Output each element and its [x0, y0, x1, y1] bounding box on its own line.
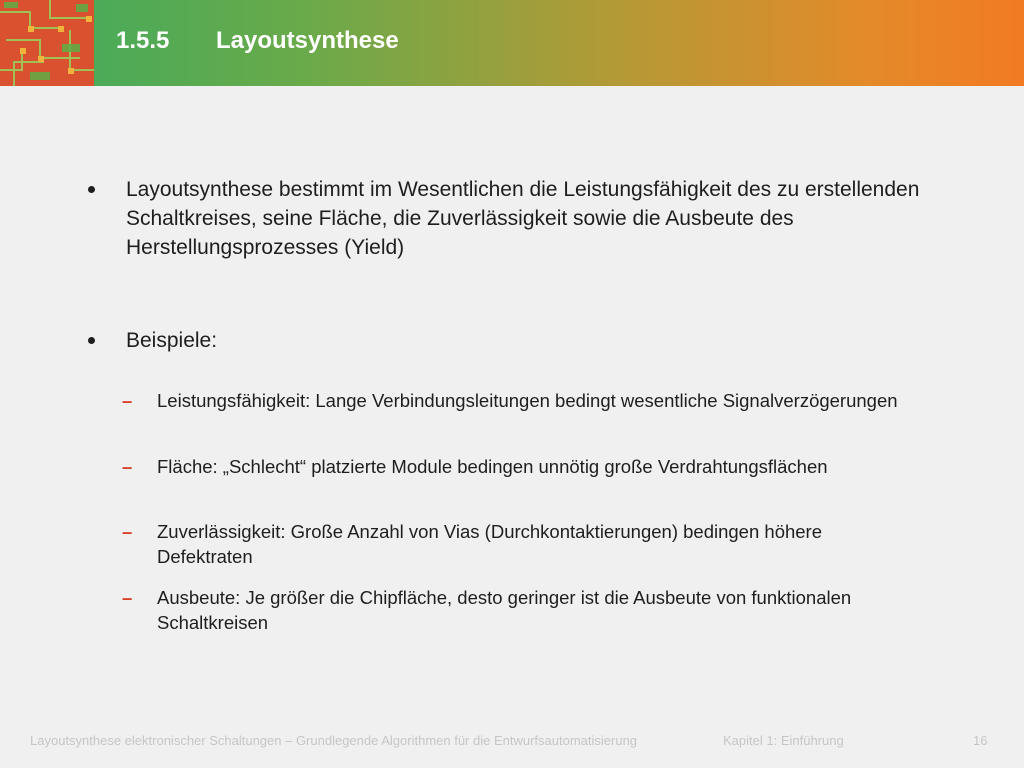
- dash-icon: –: [122, 456, 133, 477]
- sub-bullet-item: [122, 519, 922, 569]
- footer-page-number: 16: [973, 733, 988, 748]
- bullet-text: Layoutsynthese bestimmt im Wesentlichen die Leistungsfähigkeit des zu erstellenden Schaltkreises, seine Fläche, die Zuverlässigkeit sowie die Ausbeute des Herstellungsprozesses (Yield): [126, 178, 920, 259]
- sub-bullet-text: Fläche: „Schlecht“ platzierte Module bedingen unnötig große Verdrahtungsflächen: [157, 456, 828, 477]
- sub-bullet-item: [122, 585, 922, 635]
- section-number: 1.5.5: [116, 27, 170, 54]
- dash-icon: –: [122, 587, 133, 608]
- dash-icon: –: [122, 390, 133, 411]
- section-title: Layoutsynthese: [216, 27, 399, 54]
- sub-bullet-item: [122, 388, 922, 413]
- bullet-dot-icon: [88, 186, 95, 193]
- bullet-item: [88, 326, 948, 355]
- footer-chapter: Kapitel 1: Einführung: [723, 733, 844, 748]
- sub-bullet-text: Zuverlässigkeit: Große Anzahl von Vias (Durchkontaktierungen) bedingen höhere Defektraten: [157, 521, 823, 567]
- dash-icon: –: [122, 521, 133, 542]
- sub-bullet-text: Ausbeute: Je größer die Chipfläche, desto geringer ist die Ausbeute von funktionalen Schaltkreisen: [157, 587, 852, 633]
- footer-course-title: Layoutsynthese elektronischer Schaltungen – Grundlegende Algorithmen für die Entwurfsautomatisierung: [30, 733, 638, 748]
- bullet-dot-icon: [88, 337, 95, 344]
- bullet-item: [88, 175, 948, 262]
- sub-bullet-item: [122, 454, 922, 479]
- sub-bullet-text: Leistungsfähigkeit: Lange Verbindungsleitungen bedingt wesentliche Signalverzögerungen: [157, 390, 898, 411]
- bullet-text: Beispiele:: [126, 329, 218, 352]
